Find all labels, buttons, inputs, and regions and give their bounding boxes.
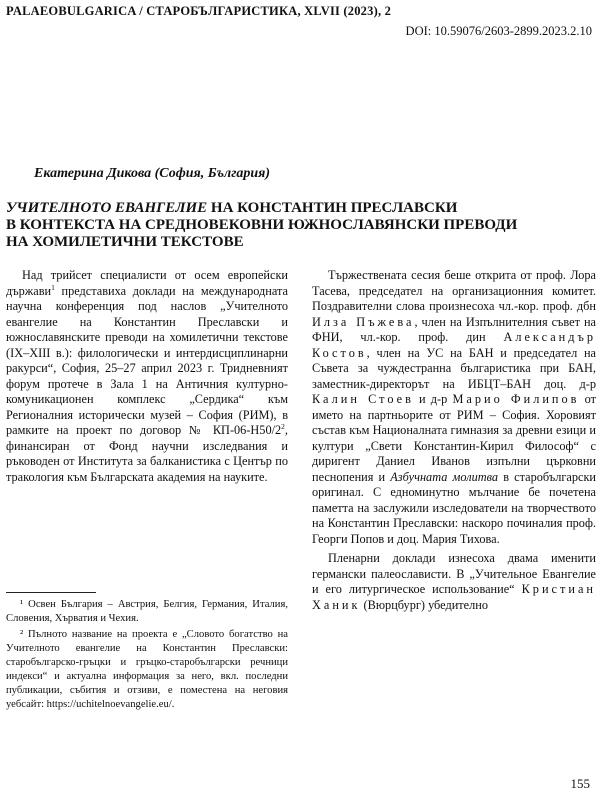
footnote-ref-1: 1: [51, 282, 55, 292]
right-column: [312, 268, 596, 613]
text-run: Над трийсет специалисти от осем европейски държави: [6, 268, 288, 298]
person-name: Александър Костов: [312, 330, 596, 360]
text-run: , член на Изпълнителния съвет на ФНИ, чл.-кор. проф. дин: [312, 314, 596, 344]
title-line-2: В КОНТЕКСТА НА СРЕДНОВЕКОВНИ ЮЖНОСЛАВЯНСКИ ПРЕВОДИ: [6, 217, 518, 233]
article-title: [6, 200, 594, 251]
text-run: Пленарни доклади изнесоха двама именити германски палеослависти. В „Учительное Евангелие и его литургическое использование“: [312, 551, 596, 596]
title-line-1-rest: НА КОНСТАНТИН ПРЕСЛАВСКИ: [207, 200, 458, 216]
left-paragraph-1: [6, 268, 288, 485]
footnote-divider: [6, 592, 96, 593]
text-run: , финансиран от Фонд научни изследвания и ръководен от Института за балканистика с Център по тракология към Българската академия на науките.: [6, 423, 288, 484]
right-paragraph-1: [312, 268, 596, 547]
right-paragraph-2: [312, 551, 596, 613]
footnote-1: ¹ Освен България – Австрия, Белгия, Германия, Италия, Словения, Хърватия и Чехия.: [6, 599, 288, 624]
text-run: и д-р: [413, 392, 453, 406]
text-run: в старобългарски оригинал. С едноминутно мълчание бе почетена паметта на заслужили изследователи на творчеството на Константин Преславски: наскоро починалия проф. Георги Попов и доц. Мария Тихова.: [312, 469, 596, 546]
left-column: [6, 268, 288, 485]
person-name: Марио Филипов: [452, 392, 580, 406]
title-italic-part: УЧИТЕЛНОТО ЕВАНГЕЛИЕ: [6, 200, 208, 216]
text-run: от името на партньорите от РИМ – София. Хоровият състав към Националната гимназия за древни езици и култури „Свети Константин-Кирил Философ“ с диригент Даниел Иванов изпълни църковни песнопения и: [312, 392, 596, 484]
title-line-3: НА ХОМИЛЕТИЧНИ ТЕКСТОВЕ: [6, 234, 244, 250]
italic-title: Азбучната молитва: [390, 469, 499, 484]
person-name: Кристиан Ханик: [312, 582, 596, 612]
text-run: (Вюрцбург) убедително: [360, 597, 488, 612]
person-name: Илза Пъжева: [312, 314, 415, 329]
text-run: представиха доклади на международната научна конференция под наслов „Учителното евангелие на Константин Преславски и южнославянските преводи на хомилетични текстове (IX–XIII в.): филологически и интердисциплинарни ракурси“, София, 25–27 април 2023 г. Тридневният форум протече в Зала 1 на Античния културно-комуникационен комплекс „Сердика“ към Регионалния исторически музей – София (РИМ), в рамките на проект по договор № КП-06-Н50/2: [6, 283, 288, 437]
footnote-ref-2: 2: [281, 421, 285, 431]
text-run: , член на УС на БАН и председател на Съвета за чуждестранна българистика при БАН, заместник-директорът на ИБЦТ–БАН доц. д-р: [312, 345, 596, 391]
person-name: Калин Стоев: [312, 392, 414, 406]
footnote-2: ² Пълното название на проекта е „Словото богатство на Учителното евангелие на Константин Преславски: старобългарско-гръцки и гръцко-старобългарски речници индекси“ и актуална информация за него, вкл. последни публикации, събития и отзиви, е поместена на неговия уебсайт: https://uchitelnoevangelie.eu/.: [6, 629, 288, 710]
title-line-1: [6, 200, 594, 217]
journal-header: PALAEOBULGARICA / СТАРОБЪЛГАРИСТИКА, XLVII (2023), 2: [6, 4, 392, 18]
footnotes: [6, 598, 288, 712]
author-line: Екатерина Дикова (София, България): [34, 166, 271, 181]
text-run: Тържествената сесия беше открита от проф. Лора Тасева, председател на организационния комитет. Поздравителни слова произнесоха чл.-кор. проф. дбн: [312, 268, 596, 313]
page-number: 155: [570, 776, 590, 791]
doi-line: DOI: 10.59076/2603-2899.2023.2.10: [405, 24, 592, 38]
